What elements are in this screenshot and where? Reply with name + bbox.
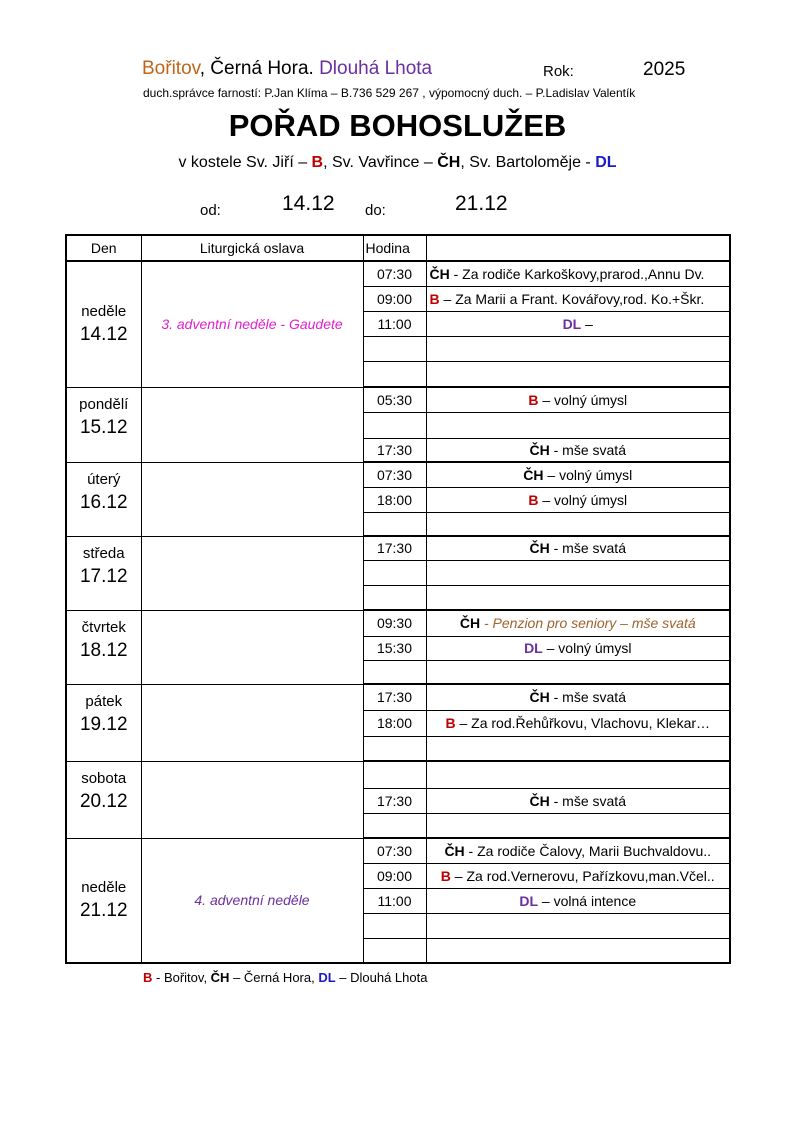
intention-text: - Za rodiče Čalovy, Marii Buchvaldovu.. (464, 842, 712, 859)
church-code: B (528, 491, 539, 508)
header-row (66, 235, 730, 261)
church-code: B (528, 391, 539, 408)
day-name: pondělí (79, 395, 129, 413)
mass-time (363, 361, 426, 387)
page-title: POŘAD BOHOSLUŽEB (228, 108, 567, 143)
churches-text: , Sv. Bartoloměje - (460, 154, 596, 171)
liturgical-celebration (141, 610, 363, 684)
code-b: B (311, 154, 324, 171)
parish-names (142, 58, 432, 80)
churches-text: , Sv. Vavřince – (323, 154, 438, 171)
day-date: 17.12 (79, 565, 128, 587)
parish-cerna-hora: Černá Hora. (210, 58, 314, 79)
table-row (66, 462, 730, 487)
day-name: úterý (87, 470, 121, 488)
mass-intention (426, 813, 730, 838)
table-row (66, 684, 730, 710)
mass-time: 07:30 (363, 261, 426, 286)
mass-time: 11:00 (363, 888, 426, 913)
mass-time: 07:30 (363, 838, 426, 863)
mass-time: 11:00 (363, 311, 426, 336)
mass-intention (426, 487, 730, 512)
day-cell (66, 684, 141, 761)
mass-time: 17:30 (363, 684, 426, 710)
mass-time: 18:00 (363, 487, 426, 512)
day-date: 20.12 (79, 790, 128, 812)
day-cell (66, 610, 141, 684)
day-date: 14.12 (79, 323, 128, 345)
intention-text: - Za rodiče Karkoškovy,prarod.,Annu Dv. (449, 265, 705, 282)
mass-intention (426, 838, 730, 863)
church-code: ČH (529, 540, 550, 557)
day-name: sobota (81, 769, 127, 787)
table-row (66, 536, 730, 560)
church-code: ČH (429, 265, 450, 282)
legend-code-ch: ČH (210, 970, 230, 985)
mass-intention (426, 636, 730, 660)
church-code: B (445, 715, 456, 731)
mass-intention (426, 361, 730, 387)
mass-intention (426, 788, 730, 813)
mass-time: 09:00 (363, 286, 426, 311)
year-label: Rok: (543, 63, 574, 80)
legend-text: - Bořitov, (152, 970, 211, 985)
clergy-line: duch.správce farností: P.Jan Klíma – B.736 529 267 , výpomocný duch. – P.Ladislav Valentík (143, 86, 636, 100)
table-row (66, 838, 730, 863)
mass-intention (426, 438, 730, 462)
liturgical-celebration: 4. adventní neděle (141, 838, 363, 963)
mass-time: 15:30 (363, 636, 426, 660)
day-date: 16.12 (79, 491, 128, 513)
header-intence (426, 235, 730, 261)
day-date: 19.12 (79, 713, 128, 735)
mass-intention (426, 585, 730, 610)
church-code: ČH (444, 842, 465, 859)
intention-text: – volný úmysl (542, 640, 632, 656)
mass-time: 09:00 (363, 863, 426, 888)
liturgical-celebration (141, 387, 363, 462)
church-code: B (429, 290, 440, 307)
mass-intention (426, 286, 730, 311)
table-row (66, 387, 730, 412)
mass-time (363, 512, 426, 536)
intention-text: - Penzion pro seniory – mše svatá (480, 615, 696, 632)
intention-text: – volný úmysl (538, 391, 628, 408)
liturgical-celebration (141, 761, 363, 838)
mass-intention (426, 888, 730, 913)
mass-time: 18:00 (363, 710, 426, 736)
mass-time (363, 761, 426, 788)
church-code: B (440, 867, 451, 884)
intention-text: - mše svatá (549, 540, 626, 557)
mass-time: 09:30 (363, 610, 426, 636)
mass-intention (426, 863, 730, 888)
church-code: ČH (523, 466, 544, 483)
intention-text: – (581, 315, 593, 332)
intention-text: – Za rod.Vernerovu, Pařízkovu,man.Včel.. (450, 867, 715, 884)
day-name: středa (82, 544, 125, 562)
intention-text: - mše svatá (549, 689, 626, 706)
day-name: neděle (81, 302, 127, 320)
mass-time: 17:30 (363, 438, 426, 462)
liturgical-celebration (141, 684, 363, 761)
mass-intention (426, 684, 730, 710)
legend (143, 970, 427, 985)
mass-time (363, 336, 426, 361)
mass-time: 17:30 (363, 788, 426, 813)
day-cell (66, 536, 141, 610)
mass-time (363, 736, 426, 761)
mass-intention (426, 913, 730, 938)
day-date: 21.12 (79, 899, 128, 921)
mass-intention (426, 512, 730, 536)
mass-intention (426, 311, 730, 336)
table-row (66, 610, 730, 636)
mass-time (363, 938, 426, 963)
legend-text: – Dlouhá Lhota (335, 970, 428, 985)
year-value: 2025 (643, 59, 686, 80)
day-date: 18.12 (79, 639, 128, 661)
day-cell (66, 838, 141, 963)
parish-boritov: Bořitov (142, 58, 200, 79)
day-name: neděle (81, 878, 127, 896)
intention-text: – Za rod.Řehůřkovu, Vlachovu, Klekar… (455, 715, 711, 731)
schedule-table (65, 234, 731, 964)
legend-code-dl: DL (318, 970, 336, 985)
liturgical-celebration: 3. adventní neděle - Gaudete (141, 261, 363, 387)
mass-intention (426, 412, 730, 438)
header-hodina: Hodina (363, 235, 426, 261)
day-cell (66, 462, 141, 536)
mass-time (363, 660, 426, 684)
to-date: 21.12 (455, 192, 508, 215)
mass-time (363, 813, 426, 838)
mass-intention (426, 560, 730, 585)
table-row (66, 261, 730, 286)
table-row (66, 761, 730, 788)
mass-intention (426, 736, 730, 761)
churches-line (0, 154, 795, 172)
from-date: 14.12 (282, 192, 335, 215)
day-name: pátek (85, 692, 123, 710)
mass-intention (426, 938, 730, 963)
liturgical-celebration (141, 536, 363, 610)
parish-separator: , (199, 58, 211, 79)
church-code: DL (562, 315, 582, 332)
intention-text: - mše svatá (549, 441, 626, 458)
intention-text: - mše svatá (549, 792, 626, 809)
church-code: ČH (529, 689, 550, 706)
mass-intention (426, 261, 730, 286)
church-code: DL (519, 892, 539, 909)
church-code: ČH (459, 615, 481, 632)
intention-text: – volný úmysl (538, 491, 628, 508)
legend-code-b: B (143, 970, 153, 985)
mass-time: 07:30 (363, 462, 426, 487)
day-cell (66, 387, 141, 462)
day-date: 15.12 (79, 416, 128, 438)
mass-time: 17:30 (363, 536, 426, 560)
code-ch: ČH (437, 154, 461, 171)
mass-intention (426, 387, 730, 412)
code-dl: DL (595, 154, 617, 171)
header-liturgicka-oslava: Liturgická oslava (141, 235, 363, 261)
header-den: Den (66, 235, 141, 261)
intention-text: – volný úmysl (543, 466, 633, 483)
churches-text: v kostele Sv. Jiří – (178, 154, 312, 171)
mass-time (363, 585, 426, 610)
to-label: do: (365, 202, 386, 219)
intention-text: – volná intence (538, 892, 637, 909)
intention-text: – Za Marii a Frant. Kovářovy,rod. Ko.+Škr. (439, 290, 705, 307)
mass-intention (426, 336, 730, 361)
from-label: od: (200, 202, 221, 219)
mass-intention (426, 536, 730, 560)
mass-intention (426, 761, 730, 788)
church-code: ČH (529, 441, 550, 458)
day-cell (66, 261, 141, 387)
mass-time (363, 412, 426, 438)
mass-intention (426, 710, 730, 736)
mass-time (363, 913, 426, 938)
day-name: čtvrtek (81, 618, 126, 636)
church-code: DL (524, 640, 543, 656)
church-code: ČH (529, 792, 550, 809)
legend-text: – Černá Hora, (229, 970, 319, 985)
day-cell (66, 761, 141, 838)
mass-intention (426, 462, 730, 487)
parish-dlouha-lhota: Dlouhá Lhota (319, 58, 433, 79)
mass-intention (426, 610, 730, 636)
liturgical-celebration (141, 462, 363, 536)
mass-time (363, 560, 426, 585)
mass-time: 05:30 (363, 387, 426, 412)
mass-intention (426, 660, 730, 684)
